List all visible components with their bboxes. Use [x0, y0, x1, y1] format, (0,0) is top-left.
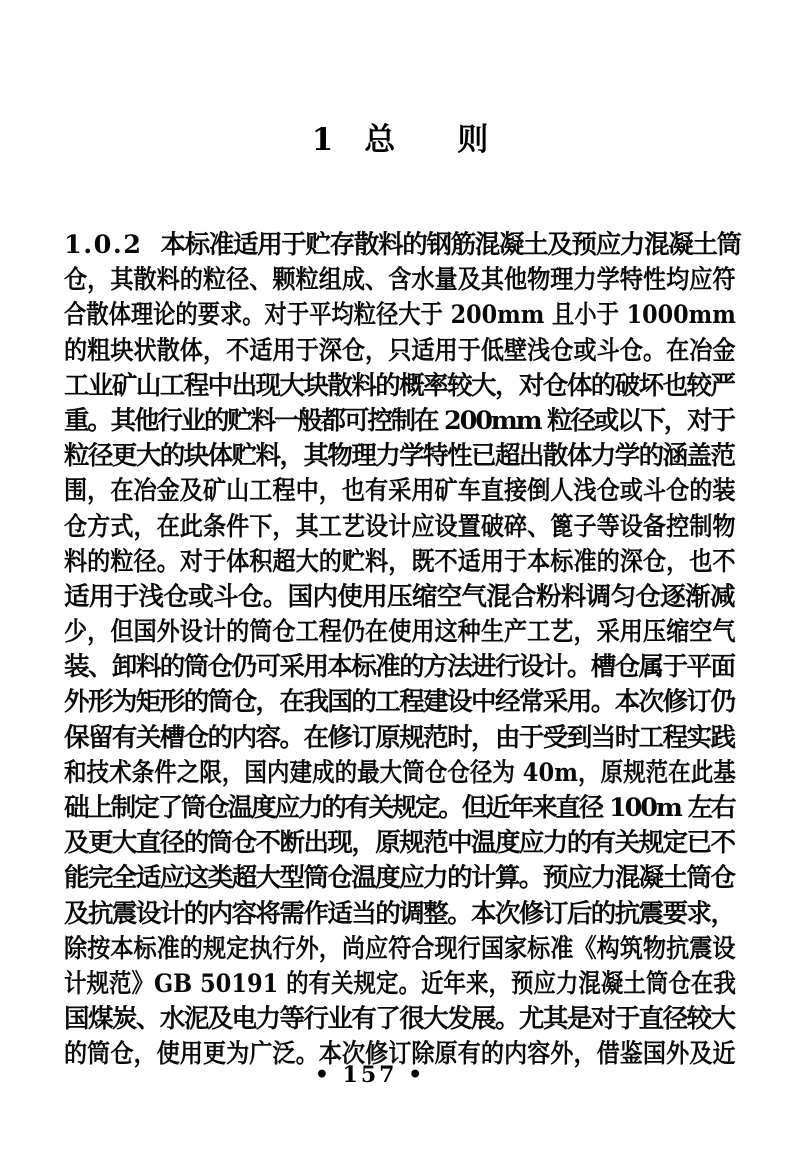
text-line: 保留有关槽仓的内容。在修订原规范时，由于受到当时工程实践: [64, 722, 735, 753]
text-line: 计规范》GB 50191 的有关规定。近年来，预应力混凝土筒仓在我: [64, 968, 736, 999]
text-line-content: 本标准适用于贮存散料的钢筋混凝土及预应力混凝土筒: [160, 230, 741, 260]
text-line: [64, 228, 741, 263]
text-line: 国煤炭、水泥及电力等行业有了很大发展。尤其是对于直径较大: [64, 1004, 735, 1035]
text-line: 和技术条件之限，国内建成的最大筒仓仓径为 40m，原规范在此基: [64, 757, 736, 788]
text-line: 工业矿山工程中出现大块散料的概率较大，对仓体的破坏也较严: [64, 370, 735, 401]
text-line: 料的粒径。对于体积超大的贮料，既不适用于本标准的深仓，也不: [64, 546, 736, 577]
text-line: 仓方式，在此条件下，其工艺设计应设置破碎、篦子等设备控制物: [64, 511, 736, 542]
clause-body: [64, 228, 741, 1073]
page-folio: [0, 1062, 800, 1088]
text-line: 及更大直径的筒仓不断出现，原规范中温度应力的有关规定已不: [64, 828, 735, 859]
text-line: 及抗震设计的内容将需作适当的调整。本次修订后的抗震要求，: [64, 898, 735, 929]
text-line: 装、卸料的筒仓仍可采用本标准的方法进行设计。槽仓属于平面: [64, 652, 735, 683]
text-line: 除按本标准的规定执行外，尚应符合现行国家标准《构筑物抗震设: [64, 933, 736, 964]
text-line: 仓，其散料的粒径、颗粒组成、含水量及其他物理力学特性均应符: [64, 265, 736, 296]
text-line: 础上制定了筒仓温度应力的有关规定。但近年来直径 100m 左右: [64, 793, 735, 823]
section-heading: 1 总 则: [311, 122, 489, 158]
text-line: 能完全适应这类超大型筒仓温度应力的计算。预应力混凝土筒仓: [64, 863, 735, 894]
text-line: 重。其他行业的贮料一般都可控制在 200mm 粒径或以下，对于: [64, 405, 734, 436]
text-line: 的筒仓，使用更为广泛。本次修订除原有的内容外，借鉴国外及近: [64, 1039, 736, 1070]
text-line: 外形为矩形的筒仓，在我国的工程建设中经常采用。本次修订仍: [64, 687, 735, 718]
clause-number: 1.0.2: [64, 230, 143, 260]
text-line: 的粗块状散体，不适用于深仓，只适用于低壁浅仓或斗仓。在冶金: [64, 335, 736, 366]
text-line: 少，但国外设计的筒仓工程仍在使用这种生产工艺，采用压缩空气: [64, 617, 736, 648]
page-number: • 157 •: [314, 1062, 426, 1088]
text-line: 围，在冶金及矿山工程中，也有采用矿车直接倒人浅仓或斗仓的装: [64, 476, 736, 507]
text-line: 粒径更大的块体贮料，其物理力学特性已超出散体力学的涵盖范: [64, 441, 735, 472]
text-line: 合散体理论的要求。对于平均粒径大于 200mm 且小于 1000mm: [64, 300, 736, 331]
text-line: 适用于浅仓或斗仓。国内使用压缩空气混合粉料调匀仓逐渐减: [64, 581, 735, 612]
